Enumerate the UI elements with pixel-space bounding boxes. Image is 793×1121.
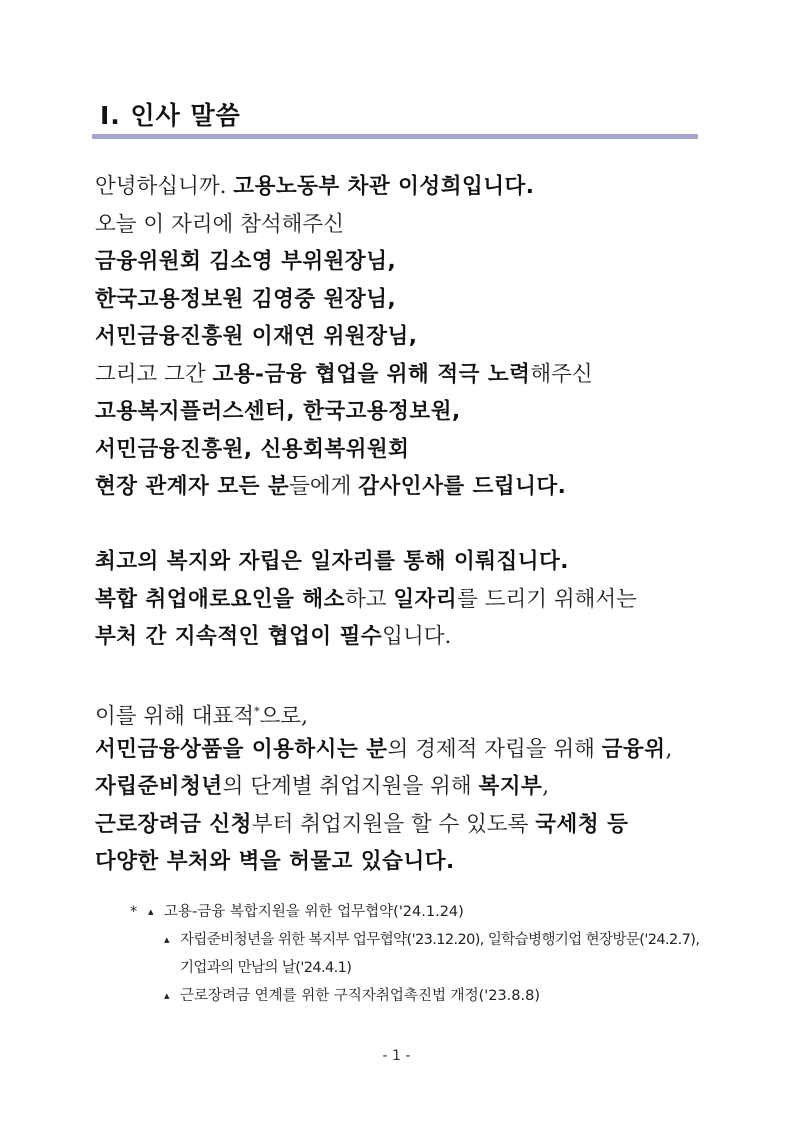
footnote-2: ▴ 자립준비청년을 위한 복지부 업무협약('23.12.20), 일학습병행기업 현장방문('24.2.7), — [130, 926, 730, 954]
footnotes — [130, 898, 730, 1010]
greeting-line: 안녕하십니까. 고용노동부 차관 이성희입니다. — [95, 174, 535, 199]
heading-underline — [92, 134, 698, 139]
org-line-2: 서민금융진흥원, 신용회복위원회 — [95, 436, 410, 462]
conclusion-line: 다양한 부처와 벽을 허물고 있습니다. — [95, 849, 455, 874]
thanks-intro-line: 그리고 그간 고용-금융 협업을 위해 적극 노력해주신 — [95, 361, 593, 387]
paragraph-gap — [95, 506, 715, 544]
guest-line-1: 금융위원회 김소영 부위원장님, — [95, 249, 397, 274]
youth-example-line: 자립준비청년의 단계별 취업지원을 위해 복지부, — [95, 774, 550, 799]
triangle-bullet-icon: ▴ — [164, 933, 169, 946]
cooperation-line: 부처 간 지속적인 협업이 필수입니다. — [95, 624, 452, 649]
footnote-3: ▴ 근로장려금 연계를 위한 구직자취업촉진법 개정('23.8.8) — [130, 982, 730, 1010]
barrier-line: 복합 취업애로요인을 해소하고 일자리를 드리기 위해서는 — [95, 586, 637, 612]
finance-example-line: 서민금융상품을 이용하시는 분의 경제적 자립을 위해 금융위, — [95, 736, 673, 762]
triangle-bullet-icon: ▴ — [164, 989, 170, 1002]
asterisk-icon: * — [130, 904, 138, 920]
attendance-line: 오늘 이 자리에 참석해주신 — [95, 211, 344, 237]
footnote-2-continued: 기업과의 만남의 날('24.4.1) — [180, 960, 352, 976]
speech-body — [95, 168, 715, 881]
paragraph-gap — [95, 656, 715, 694]
footnote-marker: * — [254, 705, 260, 718]
section-heading: Ⅰ. 인사 말씀 — [100, 101, 241, 130]
guest-line-3: 서민금융진흥원 이재연 위원장님, — [95, 324, 418, 349]
example-intro-line: 이를 위해 대표적*으로, — [95, 704, 308, 730]
page-number: - 1 - — [382, 1048, 411, 1064]
org-line-1: 고용복지플러스센터, 한국고용정보원, — [95, 399, 461, 424]
footnote-1: * ▴ 고용-금융 복합지원을 위한 업무협약('24.1.24) — [130, 898, 730, 926]
thanks-line: 현장 관계자 모든 분들에게 감사인사를 드립니다. — [95, 474, 567, 499]
welfare-line: 최고의 복지와 자립은 일자리를 통해 이뤄집니다. — [95, 549, 569, 574]
triangle-bullet-icon: ▴ — [148, 905, 154, 918]
tax-example-line: 근로장려금 신청부터 취업지원을 할 수 있도록 국세청 등 — [95, 811, 629, 837]
guest-line-2: 한국고용정보원 김영중 원장님, — [95, 286, 397, 312]
